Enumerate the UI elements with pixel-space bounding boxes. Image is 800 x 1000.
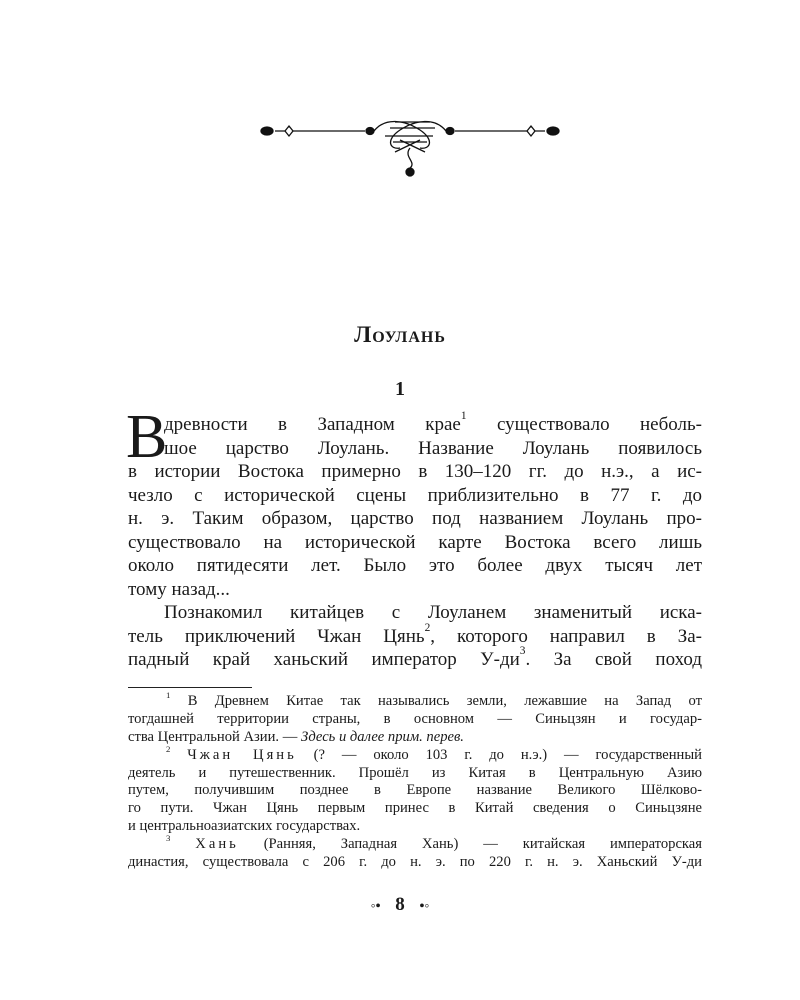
text-run [170,836,195,852]
text-run: В Древнем Китае так назывались земли, лежавшие на Запад от [170,693,702,709]
text-run: династия, существовала с 206 г. до н. э. по 220 г. н. э. Ханьский У-ди [128,854,702,871]
footnote-reference: 2 [424,621,431,634]
text-run: чезло с исторической сцены приблизительно в 77 г. до [128,484,702,506]
text-run: н. э. Таким образом, царство под названием Лоулань про- [128,508,702,529]
body-line [128,507,702,531]
text-run: и центральноазиатских государствах. [128,818,361,835]
text-run: шое царство Лоулань. Название Лоулань появилось [164,437,702,459]
text-run: в истории Востока примерно в 130–120 гг. до н.э., а ис- [128,461,702,482]
drop-cap: В [126,403,168,471]
text-run: около пятидесяти лет. Было это более двух тысяч лет [128,555,702,576]
footnote-line [128,833,702,854]
text-run [170,747,187,763]
text-run: путем, получившим позднее в Европе название Великого Шёлково- [128,782,702,799]
footnote-reference: 2 [166,743,171,754]
footnote-reference: 3 [166,833,171,844]
footnote-line [128,690,702,711]
footnote-reference: 1 [460,410,467,422]
body-line [128,645,702,672]
text-run: Здесь и далее прим. перев. [300,728,464,745]
footnote-line [128,800,702,818]
text-run: , которого направил в За- [430,625,702,647]
text-run: ства Центральной Азии. — [128,728,301,745]
body-line [128,601,702,625]
text-run: падный край ханьский император У-ди [128,649,520,670]
text-run: го пути. Чжан Цянь первым принес в Китай сведения о Синьцзяне [128,800,702,817]
footnote-line [128,711,702,729]
body-line [128,437,702,461]
text-run: Чжан Цянь [187,746,297,763]
body-line [128,578,702,602]
text-run: (? — около 103 г. до н.э.) — государственный [296,746,702,763]
text-run: существовало неболь- [466,414,703,435]
page-number: 8 [395,894,405,915]
text-run: деятель и путешественник. Прошёл из Китая в Центральную Азию [128,764,702,781]
body-line [128,410,703,437]
footnotes [128,690,702,872]
text-run: Познакомил китайцев с Лоуланем знаменитый иска- [164,602,702,623]
footnote-line [128,729,702,747]
footnote-line [128,818,702,836]
folio-ornament-left-icon: ◦• [370,899,381,914]
body-line [128,484,702,508]
chapter-title: Лоулань [354,322,446,347]
footnote-reference: 3 [519,645,526,657]
body-line [128,460,702,484]
text-run: существовало на исторической карте Востока всего лишь [128,531,702,553]
section-number: 1 [395,378,405,400]
footnote-line [128,743,702,765]
body-line [128,531,702,555]
footnote-line [128,854,702,872]
decorative-ornament-icon [255,112,565,182]
text-run: тому назад... [128,578,230,600]
text-run: Хань [195,836,239,853]
text-run: тель приключений Чжан Цянь [128,625,425,647]
text-run: (Ранняя, Западная Хань) — китайская императорская [238,836,702,853]
page-footer [0,894,800,916]
folio-ornament-right-icon: •◦ [419,899,430,914]
body-line [128,554,702,578]
footnote-line [128,765,702,783]
body-line [128,621,702,649]
text-run: . За свой поход [525,649,702,670]
text-run: древности в Западном крае [164,414,461,435]
body-text [126,403,703,672]
text-run: тогдашней территории страны, в основном — Синьцзян и государ- [128,710,702,727]
footnote-line [128,782,702,800]
footnote-divider [128,687,252,688]
footnote-reference: 1 [166,690,171,700]
